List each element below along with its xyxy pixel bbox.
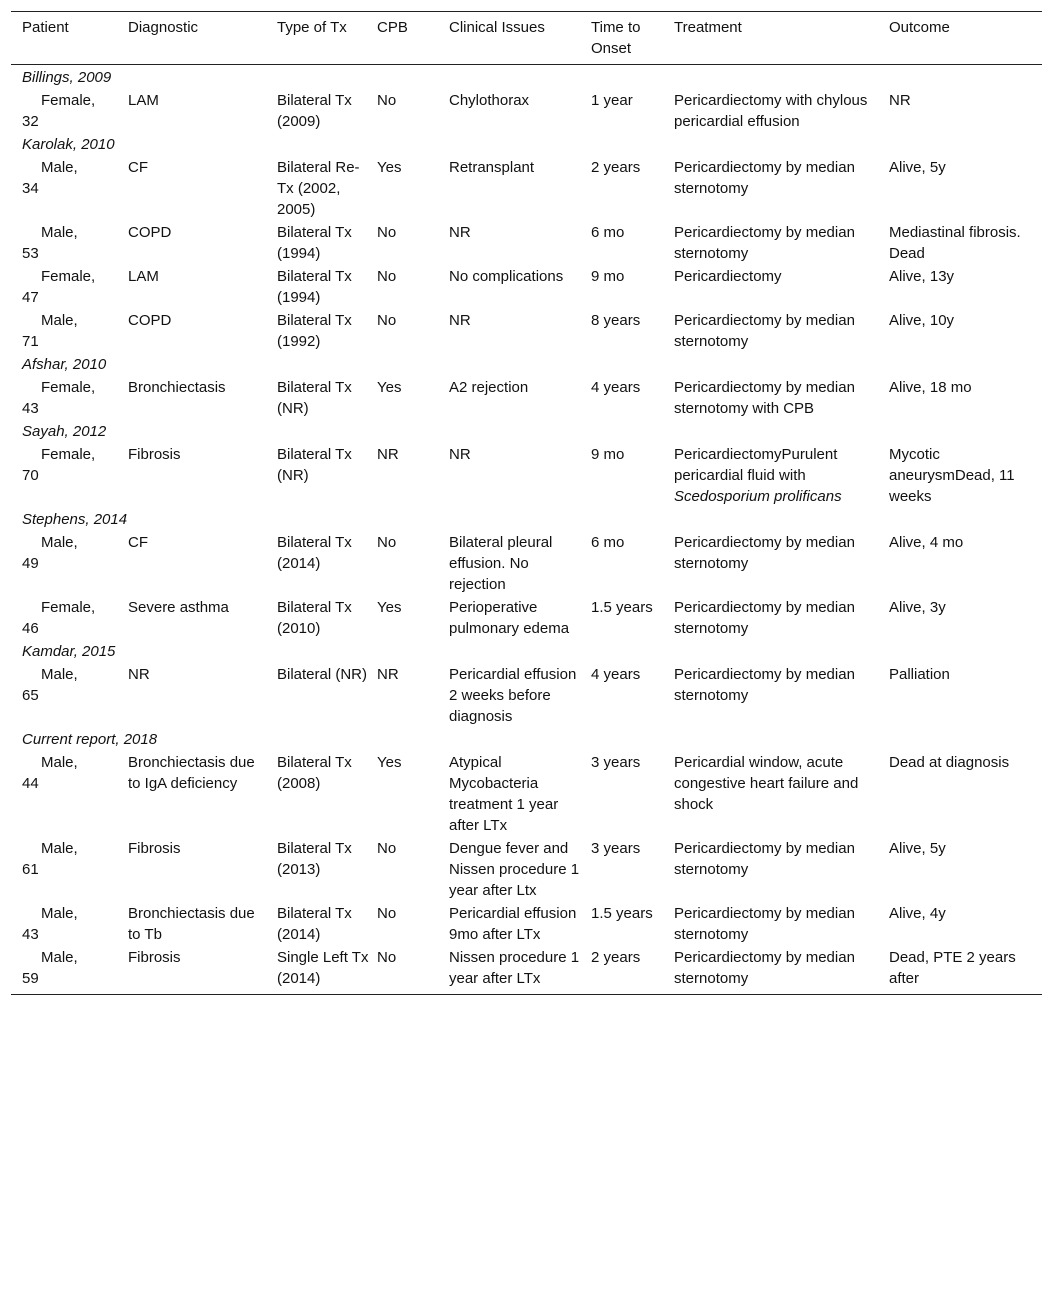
patient-cell xyxy=(11,266,128,308)
patient-age: 53 xyxy=(22,245,39,262)
outcome-cell: Alive, 3y xyxy=(889,599,946,616)
outcome-cell: Alive, 13y xyxy=(889,268,955,285)
patient-age: 32 xyxy=(22,113,39,130)
outcome-cell: Palliation xyxy=(889,666,950,683)
time-to-onset-cell: 1 year xyxy=(591,92,633,109)
patient-cell xyxy=(11,310,128,352)
time-to-onset-cell: 4 years xyxy=(591,379,641,396)
table-row xyxy=(11,836,1042,901)
table-row xyxy=(11,595,1042,639)
outcome-cell: Dead, PTE 2 years after xyxy=(889,949,1016,987)
type-of-tx-cell: Bilateral Tx (2009) xyxy=(277,92,352,130)
treatment-cell: Pericardiectomy by median sternotomy with CPB xyxy=(674,379,855,417)
time-to-onset-cell: 3 years xyxy=(591,754,641,771)
patient-age: 61 xyxy=(22,861,39,878)
patient-sex: Male, xyxy=(41,312,78,329)
cpb-cell: No xyxy=(377,840,397,857)
outcome-cell: NR xyxy=(889,92,911,109)
study-group-title: Current report, 2018 xyxy=(22,731,158,748)
cpb-cell: No xyxy=(377,534,397,551)
treatment-cell: Pericardiectomy by median sternotomy xyxy=(674,840,855,878)
patient-sex: Male, xyxy=(41,666,78,683)
clinical-issues-cell: Nissen procedure 1 year after LTx xyxy=(449,949,580,987)
study-group-title: Karolak, 2010 xyxy=(22,136,115,153)
cpb-cell: No xyxy=(377,312,397,329)
clinical-issues-cell: Pericardial effusion 9mo after LTx xyxy=(449,905,577,943)
outcome-cell: Alive, 5y xyxy=(889,840,946,857)
cpb-cell: NR xyxy=(377,666,399,683)
table-row xyxy=(11,901,1042,945)
table-header-row xyxy=(11,12,1042,65)
study-group-title: Billings, 2009 xyxy=(22,69,112,86)
time-to-onset-cell: 6 mo xyxy=(591,224,625,241)
patient-cell xyxy=(11,838,128,901)
treatment-cell: Pericardiectomy by median sternotomy xyxy=(674,312,855,350)
patient-cell xyxy=(11,752,128,836)
clinical-issues-cell: Chylothorax xyxy=(449,92,530,109)
clinical-issues-cell: Atypical Mycobacteria treatment 1 year after LTx xyxy=(449,754,559,834)
outcome-cell: Alive, 5y xyxy=(889,159,946,176)
clinical-issues-cell: NR xyxy=(449,446,471,463)
time-to-onset-cell: 2 years xyxy=(591,949,641,966)
diagnostic-cell: Bronchiectasis due to Tb xyxy=(128,905,255,943)
cpb-cell: No xyxy=(377,268,397,285)
treatment-cell xyxy=(674,444,889,507)
clinical-issues-cell: No complications xyxy=(449,268,564,285)
table-row xyxy=(11,662,1042,727)
study-group-title: Kamdar, 2015 xyxy=(22,643,116,660)
outcome-cell: Mediastinal fibrosis. Dead xyxy=(889,224,1021,262)
patient-age: 59 xyxy=(22,970,39,987)
type-of-tx-cell: Bilateral Tx (NR) xyxy=(277,446,352,484)
patient-age: 43 xyxy=(22,400,39,417)
diagnostic-cell: COPD xyxy=(128,224,172,241)
patient-cell xyxy=(11,597,128,639)
patient-age: 65 xyxy=(22,687,39,704)
cpb-cell: Yes xyxy=(377,159,402,176)
cpb-cell: No xyxy=(377,905,397,922)
type-of-tx-cell: Bilateral Tx (2014) xyxy=(277,534,352,572)
time-to-onset-cell: 9 mo xyxy=(591,446,625,463)
outcome-cell: Alive, 4 mo xyxy=(889,534,964,551)
type-of-tx-cell: Bilateral Tx (2014) xyxy=(277,905,352,943)
treatment-organism: Scedosporium prolificans xyxy=(674,488,842,505)
patient-age: 70 xyxy=(22,467,39,484)
study-group-title: Afshar, 2010 xyxy=(22,356,107,373)
outcome-cell: Dead at diagnosis xyxy=(889,754,1010,771)
outcome-cell: Mycotic aneurysmDead, 11 weeks xyxy=(889,446,1015,505)
patient-sex: Female, xyxy=(41,446,96,463)
patient-sex: Male, xyxy=(41,224,78,241)
treatment-cell: Pericardial window, acute congestive heart failure and shock xyxy=(674,754,859,813)
cpb-cell: Yes xyxy=(377,379,402,396)
diagnostic-cell: Bronchiectasis due to IgA deficiency xyxy=(128,754,255,792)
patient-cell xyxy=(11,377,128,419)
header-time-to-onset: Time to Onset xyxy=(591,19,641,57)
cpb-cell: NR xyxy=(377,446,399,463)
table-row xyxy=(11,530,1042,595)
type-of-tx-cell: Bilateral (NR) xyxy=(277,666,368,683)
patient-age: 44 xyxy=(22,775,39,792)
clinical-issues-cell: NR xyxy=(449,312,471,329)
time-to-onset-cell: 9 mo xyxy=(591,268,625,285)
type-of-tx-cell: Bilateral Tx (1994) xyxy=(277,268,352,306)
cpb-cell: Yes xyxy=(377,754,402,771)
treatment-cell: Pericardiectomy by median sternotomy xyxy=(674,224,855,262)
patient-cell xyxy=(11,532,128,595)
patient-cell xyxy=(11,903,128,945)
type-of-tx-cell: Bilateral Tx (2010) xyxy=(277,599,352,637)
patient-age: 43 xyxy=(22,926,39,943)
treatment-cell: Pericardiectomy xyxy=(674,268,782,285)
time-to-onset-cell: 8 years xyxy=(591,312,641,329)
diagnostic-cell: Fibrosis xyxy=(128,446,181,463)
patient-sex: Male, xyxy=(41,159,78,176)
patient-sex: Female, xyxy=(41,92,96,109)
table-body xyxy=(11,65,1042,994)
patient-age: 49 xyxy=(22,555,39,572)
cpb-cell: No xyxy=(377,224,397,241)
treatment-cell: Pericardiectomy by median sternotomy xyxy=(674,534,855,572)
cpb-cell: Yes xyxy=(377,599,402,616)
clinical-issues-cell: A2 rejection xyxy=(449,379,529,396)
diagnostic-cell: Fibrosis xyxy=(128,840,181,857)
type-of-tx-cell: Single Left Tx (2014) xyxy=(277,949,369,987)
patient-cell xyxy=(11,157,128,220)
time-to-onset-cell: 2 years xyxy=(591,159,641,176)
diagnostic-cell: LAM xyxy=(128,268,159,285)
patient-age: 34 xyxy=(22,180,39,197)
header-type-of-tx: Type of Tx xyxy=(277,19,347,36)
type-of-tx-cell: Bilateral Tx (2013) xyxy=(277,840,352,878)
header-clinical-issues: Clinical Issues xyxy=(449,19,545,36)
table-row xyxy=(11,945,1042,994)
clinical-issues-cell: Pericardial effusion 2 weeks before diagnosis xyxy=(449,666,577,725)
time-to-onset-cell: 4 years xyxy=(591,666,641,683)
patient-age: 71 xyxy=(22,333,39,350)
header-patient: Patient xyxy=(22,19,69,36)
treatment-cell: Pericardiectomy by median sternotomy xyxy=(674,949,855,987)
treatment-text: PericardiectomyPurulent pericardial fluid with xyxy=(674,446,838,484)
diagnostic-cell: Bronchiectasis xyxy=(128,379,226,396)
outcome-cell: Alive, 4y xyxy=(889,905,946,922)
patient-sex: Male, xyxy=(41,534,78,551)
type-of-tx-cell: Bilateral Re-Tx (2002, 2005) xyxy=(277,159,360,218)
table-row xyxy=(11,750,1042,836)
outcome-cell: Alive, 10y xyxy=(889,312,955,329)
time-to-onset-cell: 6 mo xyxy=(591,534,625,551)
clinical-issues-cell: Bilateral pleural effusion. No rejection xyxy=(449,534,553,593)
type-of-tx-cell: Bilateral Tx (1992) xyxy=(277,312,352,350)
clinical-issues-cell: NR xyxy=(449,224,471,241)
patient-sex: Male, xyxy=(41,840,78,857)
header-cpb: CPB xyxy=(377,19,408,36)
header-treatment: Treatment xyxy=(674,19,742,36)
patient-age: 46 xyxy=(22,620,39,637)
time-to-onset-cell: 3 years xyxy=(591,840,641,857)
time-to-onset-cell: 1.5 years xyxy=(591,599,653,616)
patient-cell xyxy=(11,444,128,507)
clinical-issues-cell: Perioperative pulmonary edema xyxy=(449,599,570,637)
patient-age: 47 xyxy=(22,289,39,306)
patient-cell xyxy=(11,664,128,727)
clinical-issues-cell: Dengue fever and Nissen procedure 1 year after Ltx xyxy=(449,840,580,899)
diagnostic-cell: LAM xyxy=(128,92,159,109)
patient-cell xyxy=(11,90,128,132)
cpb-cell: No xyxy=(377,92,397,109)
clinical-issues-cell: Retransplant xyxy=(449,159,535,176)
table-row xyxy=(11,308,1042,352)
table-row xyxy=(11,375,1042,419)
type-of-tx-cell: Bilateral Tx (NR) xyxy=(277,379,352,417)
table-row xyxy=(11,442,1042,507)
patient-sex: Male, xyxy=(41,754,78,771)
treatment-cell: Pericardiectomy by median sternotomy xyxy=(674,905,855,943)
diagnostic-cell: Fibrosis xyxy=(128,949,181,966)
type-of-tx-cell: Bilateral Tx (2008) xyxy=(277,754,352,792)
table-row xyxy=(11,220,1042,264)
patient-sex: Female, xyxy=(41,268,96,285)
type-of-tx-cell: Bilateral Tx (1994) xyxy=(277,224,352,262)
header-diagnostic: Diagnostic xyxy=(128,19,199,36)
outcome-cell: Alive, 18 mo xyxy=(889,379,972,396)
diagnostic-cell: CF xyxy=(128,534,148,551)
table-row xyxy=(11,88,1042,132)
patient-sex: Male, xyxy=(41,949,78,966)
table-row xyxy=(11,264,1042,308)
treatment-cell: Pericardiectomy by median sternotomy xyxy=(674,666,855,704)
diagnostic-cell: Severe asthma xyxy=(128,599,229,616)
patient-cell xyxy=(11,222,128,264)
cpb-cell: No xyxy=(377,949,397,966)
case-table xyxy=(11,11,1042,995)
patient-sex: Female, xyxy=(41,599,96,616)
treatment-cell: Pericardiectomy with chylous pericardial effusion xyxy=(674,92,868,130)
study-group-title: Stephens, 2014 xyxy=(22,511,128,528)
diagnostic-cell: COPD xyxy=(128,312,172,329)
treatment-cell: Pericardiectomy by median sternotomy xyxy=(674,159,855,197)
study-group-title: Sayah, 2012 xyxy=(22,423,107,440)
diagnostic-cell: CF xyxy=(128,159,148,176)
time-to-onset-cell: 1.5 years xyxy=(591,905,653,922)
header-outcome: Outcome xyxy=(889,19,950,36)
diagnostic-cell: NR xyxy=(128,666,150,683)
patient-sex: Male, xyxy=(41,905,78,922)
table-row xyxy=(11,155,1042,220)
patient-cell xyxy=(11,947,128,989)
patient-sex: Female, xyxy=(41,379,96,396)
treatment-cell: Pericardiectomy by median sternotomy xyxy=(674,599,855,637)
